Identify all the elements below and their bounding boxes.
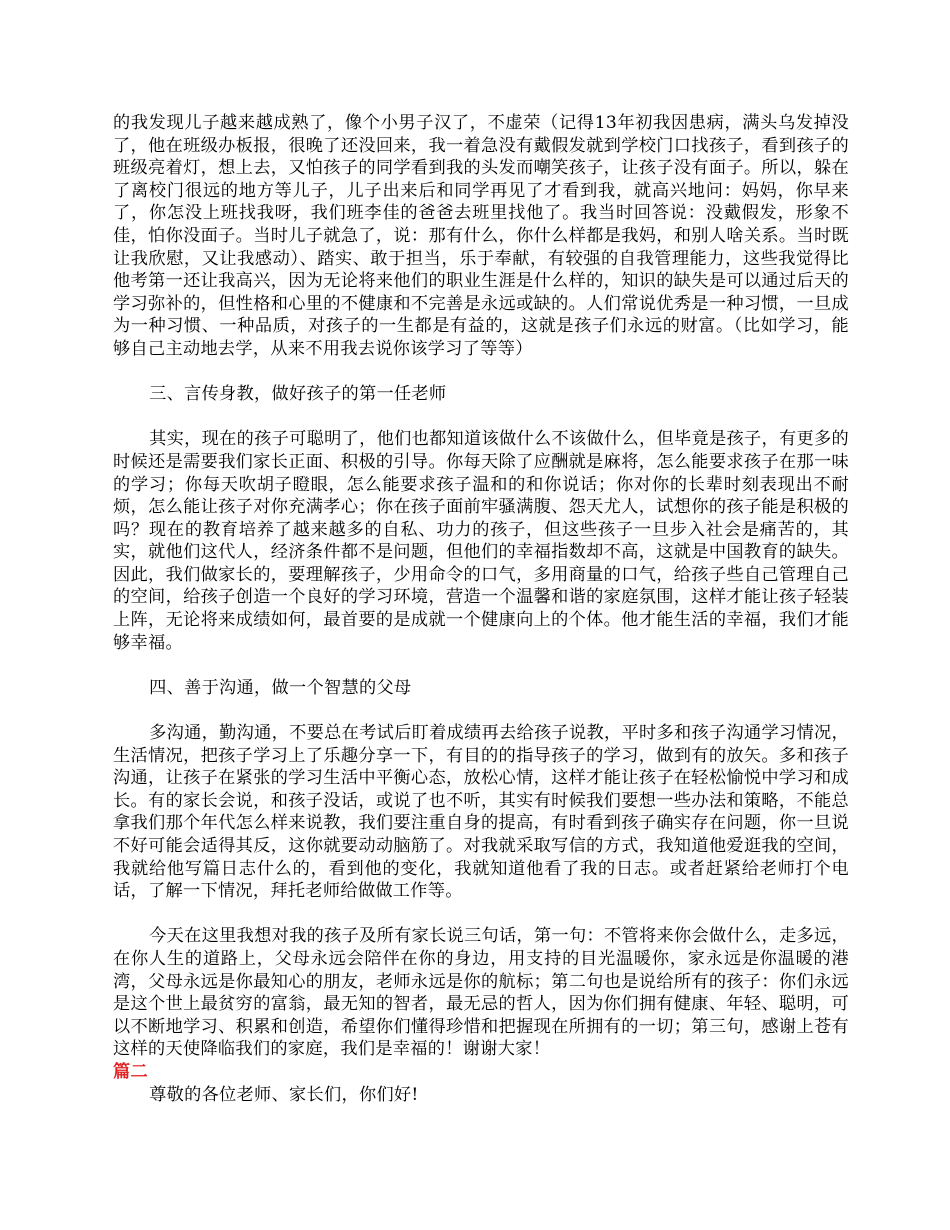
greeting-line: 尊敬的各位老师、家长们，你们好!: [149, 1084, 419, 1105]
section-heading-4: 四、善于沟通，做一个智慧的父母: [149, 677, 412, 698]
paragraph-closing-remarks: 今天在这里我想对我的孩子及所有家长说三句话，第一句：不管将来你会做什么，走多远，在你人生的道路上，父母永远会陪伴在你的身边，用支持的目光温暖你，家永远是你温暖的港湾，父母永远是你最知心的朋友，老师永远是你的航标；第二句也是说给所有的孩子：你们永远是这个世上最贫穷的富翁，最无知的智者，最无忌的哲人，因为你们拥有健康、年轻、聪明，可以不断地学习、积累和创造，希望你们懂得珍惜和把握现在所拥有的一切；第三句，感谢上苍有这样的天使降临我们的家庭，我们是幸福的！谢谢大家！: [113, 926, 849, 1060]
paragraph-section-3: 其实，现在的孩子可聪明了，他们也都知道该做什么不该做什么，但毕竟是孩子，有更多的时候还是需要我们家长正面、积极的引导。你每天除了应酬就是麻将，怎么能要求孩子在那一味的学习；你每天吹胡子瞪眼，怎么能要求孩子温和的和你说话；你对你的长辈时刻表现出不耐烦，怎么能让孩子对你充满孝心；你在孩子面前牢骚满腹、怨天尤人，试想你的孩子能是积极的吗？现在的教育培养了越来越多的自私、功力的孩子，但这些孩子一旦步入社会是痛苦的，其实，就他们这代人，经济条件都不是问题，但他们的幸福指数却不高，这就是中国教育的缺失。因此，我们做家长的，要理解孩子，少用命令的口气，多用商量的口气，给孩子些自己管理自己的空间，给孩子创造一个良好的学习环境，营造一个温馨和谐的家庭氛围，这样才能让孩子轻装上阵，无论将来成绩如何，最首要的是成就一个健康向上的个体。他才能生活的幸福，我们才能够幸福。: [113, 429, 849, 653]
section-marker: 篇二: [113, 1061, 148, 1082]
document-body: [113, 112, 849, 1106]
paragraph-section-4: 多沟通，勤沟通，不要总在考试后盯着成绩再去给孩子说教，平时多和孩子沟通学习情况，生活情况，把孩子学习上了乐趣分享一下，有目的的指导孩子的学习，做到有的放矢。多和孩子沟通，让孩子在紧张的学习生活中平衡心态，放松心情，这样才能让孩子在轻松愉悦中学习和成长。有的家长会说，和孩子没话，或说了也不听，其实有时候我们要想一些办法和策略，不能总拿我们那个年代怎么样来说教，我们要注重自身的提高，有时看到孩子确实存在问题，你一旦说不好可能会适得其反，这你就要动动脑筋了。对我就采取写信的方式，我知道他爱逛我的空间，我就给他写篇日志什么的，看到他的变化，我就知道他看了我的日志。或者赶紧给老师打个电话，了解一下情况，拜托老师给做做工作等。: [113, 723, 849, 902]
paragraph-continuation: 的我发现儿子越来越成熟了，像个小男子汉了，不虚荣（记得13年初我因患病，满头乌发掉没了，他在班级办板报，很晚了还没回来，我一着急没有戴假发就到学校门口找孩子，看到孩子的班级亮着灯，想上去，又怕孩子的同学看到我的头发而嘲笑孩子，让孩子没有面子。所以，躲在了离校门很远的地方等儿子，儿子出来后和同学再见了才看到我，就高兴地问：妈妈，你早来了，你怎没上班找我呀，我们班李佳的爸爸去班里找他了。我当时回答说：没戴假发，形象不佳，怕你没面子。当时儿子就急了，说：那有什么，你什么样都是我妈，和别人啥关系。当时既让我欣慰，又让我感动）、踏实、敢于担当，乐于奉献，有较强的自我管理能力，这些我觉得比他考第一还让我高兴，因为无论将来他们的职业生涯是什么样的，知识的缺失是可以通过后天的学习弥补的，但性格和心里的不健康和不完善是永远或缺的。人们常说优秀是一种习惯，一旦成为一种习惯、一种品质，对孩子的一生都是有益的，这就是孩子们永远的财富。（比如学习，能够自己主动地去学，从来不用我去说你该学习了等等）: [113, 113, 849, 359]
section-heading-3: 三、言传身教，做好孩子的第一任老师: [149, 384, 447, 405]
